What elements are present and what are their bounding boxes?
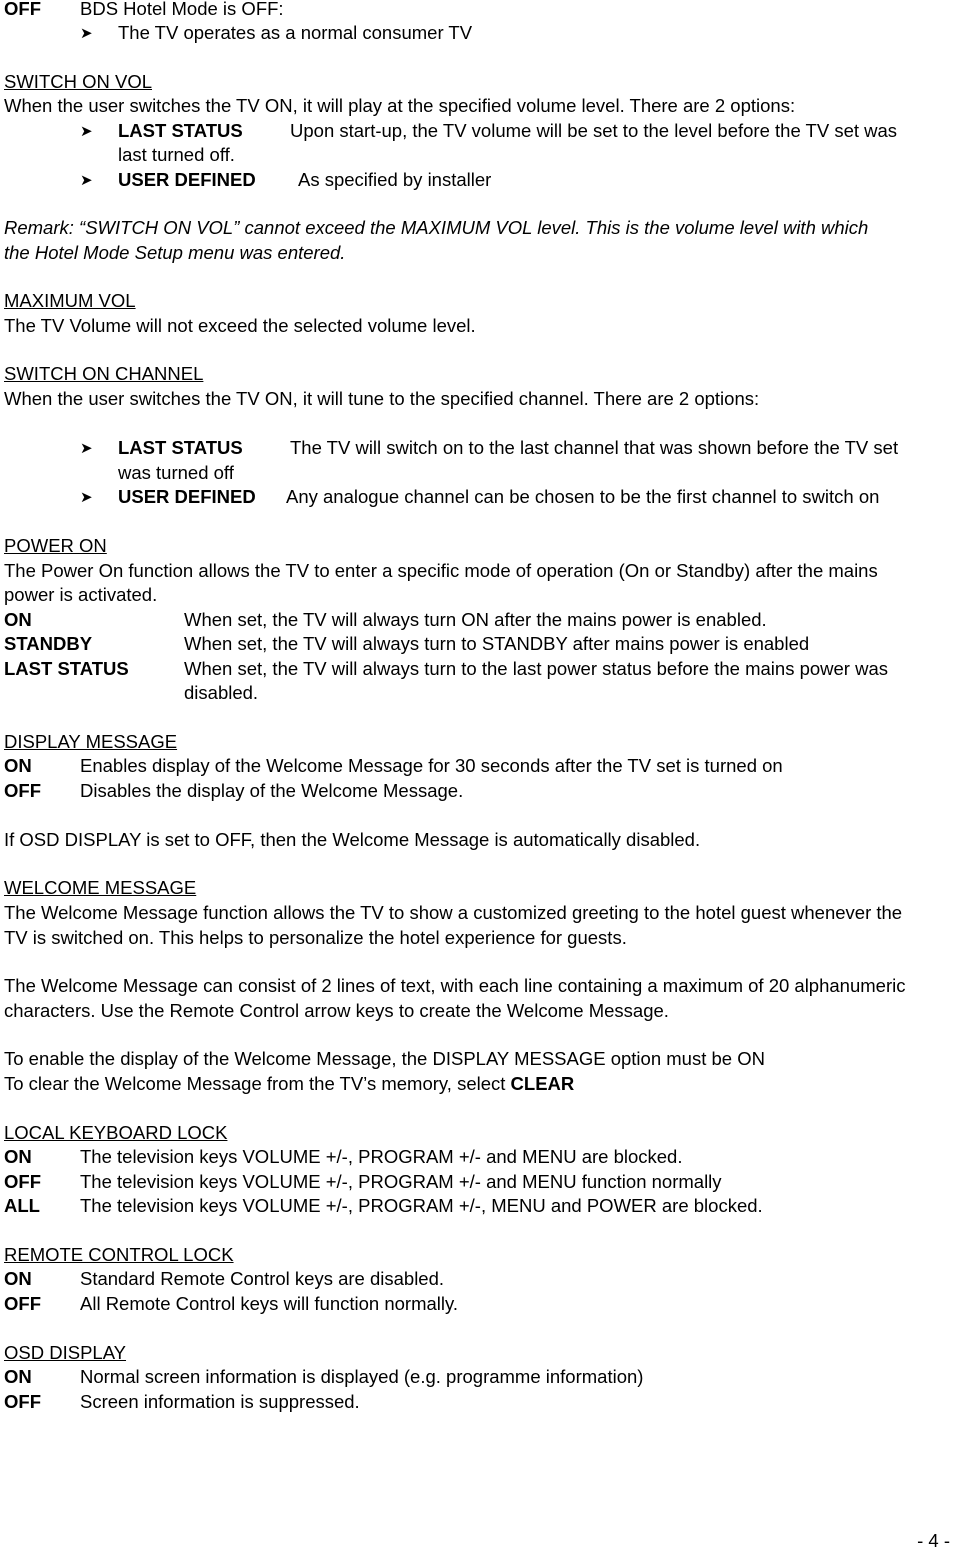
arrow-bullet-icon: ➤ <box>80 439 93 457</box>
power-on-standby-text: When set, the TV will always turn to STANDBY after mains power is enabled <box>184 633 810 654</box>
local-keyboard-lock-all-text: The television keys VOLUME +/-, PROGRAM +/-, MENU and POWER are blocked. <box>80 1195 763 1216</box>
local-keyboard-lock-heading: LOCAL KEYBOARD LOCK <box>4 1122 228 1143</box>
power-on-on-label: ON <box>4 609 32 630</box>
switch-on-vol-intro: When the user switches the TV ON, it will play at the specified volume level. There are 2 options: <box>4 95 796 116</box>
remote-control-lock-on-label: ON <box>4 1268 32 1289</box>
power-on-intro: The Power On function allows the TV to enter a specific mode of operation (On or Standby) after the mains <box>4 560 878 581</box>
power-on-heading: POWER ON <box>4 535 107 556</box>
bds-off-bullet: The TV operates as a normal consumer TV <box>118 22 473 43</box>
local-keyboard-lock-all-label: ALL <box>4 1195 40 1216</box>
switch-on-channel-opt2-text: Any analogue channel can be chosen to be the first channel to switch on <box>286 486 880 507</box>
bds-off-label: OFF <box>4 0 41 19</box>
local-keyboard-lock-off-label: OFF <box>4 1171 41 1192</box>
power-on-last-text: When set, the TV will always turn to the last power status before the mains power was <box>184 658 889 679</box>
switch-on-vol-opt1-label: LAST STATUS <box>118 120 243 141</box>
power-on-intro-cont: power is activated. <box>4 584 158 605</box>
switch-on-channel-opt1-text: The TV will switch on to the last channel that was shown before the TV set <box>290 437 899 458</box>
welcome-message-p4 <box>4 1072 574 1097</box>
display-message-heading: DISPLAY MESSAGE <box>4 731 178 752</box>
switch-on-vol-remark: Remark: “SWITCH ON VOL” cannot exceed the MAXIMUM VOL level. This is the volume level with which <box>4 217 869 238</box>
welcome-message-clear-keyword: CLEAR <box>510 1073 575 1094</box>
local-keyboard-lock-on-label: ON <box>4 1146 32 1167</box>
remote-control-lock-on-text: Standard Remote Control keys are disabled. <box>80 1268 445 1289</box>
local-keyboard-lock-on-text: The television keys VOLUME +/-, PROGRAM +/- and MENU are blocked. <box>80 1146 683 1167</box>
display-message-note: If OSD DISPLAY is set to OFF, then the Welcome Message is automatically disabled. <box>4 829 701 850</box>
local-keyboard-lock-off-text: The television keys VOLUME +/-, PROGRAM +/- and MENU function normally <box>80 1171 722 1192</box>
welcome-message-heading: WELCOME MESSAGE <box>4 877 197 898</box>
remote-control-lock-off-label: OFF <box>4 1293 41 1314</box>
bds-off-text: BDS Hotel Mode is OFF: <box>80 0 284 19</box>
welcome-message-p2: The Welcome Message can consist of 2 lines of text, with each line containing a maximum of 20 alphanumeric <box>4 975 906 996</box>
switch-on-channel-opt2-label: USER DEFINED <box>118 486 256 507</box>
osd-display-heading: OSD DISPLAY <box>4 1342 127 1363</box>
remote-control-lock-heading: REMOTE CONTROL LOCK <box>4 1244 234 1265</box>
switch-on-channel-opt1-label: LAST STATUS <box>118 437 243 458</box>
osd-display-off-label: OFF <box>4 1391 41 1412</box>
arrow-bullet-icon: ➤ <box>80 171 93 189</box>
page-number: - 4 - <box>917 1530 950 1551</box>
welcome-message-p1: The Welcome Message function allows the TV to show a customized greeting to the hotel guest whenever the <box>4 902 903 923</box>
remote-control-lock-off-text: All Remote Control keys will function normally. <box>80 1293 459 1314</box>
power-on-last-label: LAST STATUS <box>4 658 129 679</box>
power-on-standby-label: STANDBY <box>4 633 93 654</box>
switch-on-channel-heading: SWITCH ON CHANNEL <box>4 363 204 384</box>
welcome-message-p3: To enable the display of the Welcome Message, the DISPLAY MESSAGE option must be ON <box>4 1048 765 1069</box>
osd-display-on-text: Normal screen information is displayed (e.g. programme information) <box>80 1366 644 1387</box>
display-message-off-text: Disables the display of the Welcome Message. <box>80 780 464 801</box>
switch-on-channel-intro: When the user switches the TV ON, it will tune to the specified channel. There are 2 options: <box>4 388 760 409</box>
osd-display-on-label: ON <box>4 1366 32 1387</box>
switch-on-vol-opt2-label: USER DEFINED <box>118 169 256 190</box>
switch-on-channel-opt1-text-cont: was turned off <box>118 462 234 483</box>
switch-on-vol-opt1-text-cont: last turned off. <box>118 144 235 165</box>
display-message-on-label: ON <box>4 755 32 776</box>
maximum-vol-text: The TV Volume will not exceed the selected volume level. <box>4 315 476 336</box>
welcome-message-p2-cont: characters. Use the Remote Control arrow keys to create the Welcome Message. <box>4 1000 669 1021</box>
switch-on-vol-opt1-text: Upon start-up, the TV volume will be set to the level before the TV set was <box>290 120 898 141</box>
switch-on-vol-opt2-text: As specified by installer <box>298 169 492 190</box>
switch-on-vol-heading: SWITCH ON VOL <box>4 71 153 92</box>
welcome-message-p4-text: To clear the Welcome Message from the TV’s memory, select <box>4 1073 511 1094</box>
power-on-last-text-cont: disabled. <box>184 682 259 703</box>
arrow-bullet-icon: ➤ <box>80 24 93 42</box>
display-message-on-text: Enables display of the Welcome Message for 30 seconds after the TV set is turned on <box>80 755 783 776</box>
display-message-off-label: OFF <box>4 780 41 801</box>
maximum-vol-heading: MAXIMUM VOL <box>4 290 136 311</box>
arrow-bullet-icon: ➤ <box>80 122 93 140</box>
welcome-message-p1-cont: TV is switched on. This helps to personalize the hotel experience for guests. <box>4 927 627 948</box>
switch-on-vol-remark-cont: the Hotel Mode Setup menu was entered. <box>4 242 346 263</box>
arrow-bullet-icon: ➤ <box>80 488 93 506</box>
osd-display-off-text: Screen information is suppressed. <box>80 1391 360 1412</box>
power-on-on-text: When set, the TV will always turn ON after the mains power is enabled. <box>184 609 767 630</box>
